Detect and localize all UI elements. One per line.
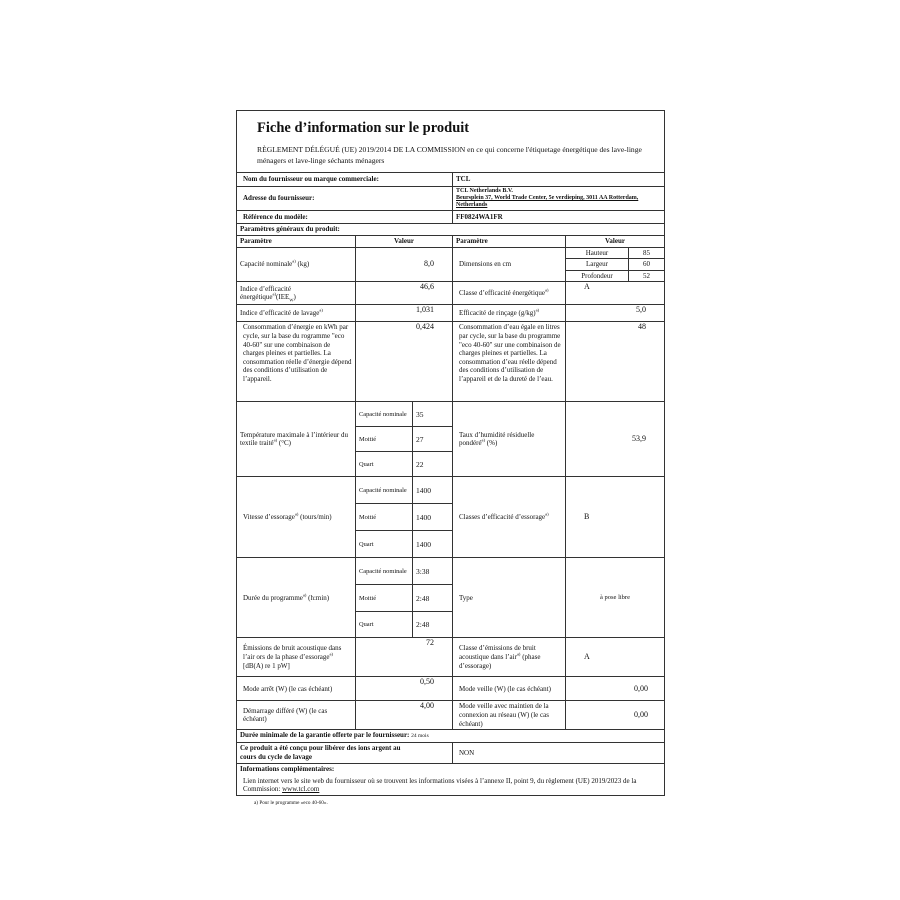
duration-label: Durée du programme$^{a)}$ (h:min) xyxy=(237,558,356,638)
product-information-sheet xyxy=(236,110,664,807)
height-label: Hauteur xyxy=(566,247,629,259)
energy-consumption-label: Consommation d’énergie en kWh par cycle, sur la base du rogramme "eco 40-60" sur une combinaison de charges pleines et partielles. La consommation réelle d’énergie dépend des conditions d’utilisation de l’appareil. xyxy=(237,322,356,402)
additional-info: Informations complémentaires: Lien internet vers le site web du fournisseur où se trouvent les informations visées à l’annexe II, point 9, du règlement (UE) 2019/2023 de la Commission: www.tcl.com xyxy=(237,763,665,795)
water-consumption-label: Consommation d’eau égale en litres par cycle, sur la base du programme "eco 40-60" sur une combinaison de charges pleines et partielles. La consommation d’eau réelle dépend des conditions d’utilisation de l’appareil et de la dureté de l’eau. xyxy=(453,322,566,402)
duration-sub-value: 2:48 xyxy=(413,585,453,612)
width-label: Largeur xyxy=(566,259,629,271)
silver-ions-value: NON xyxy=(453,742,665,763)
temp-sub-label: Moitié xyxy=(356,427,413,452)
energy-class-label: Classe d’efficacité énergétique$^{a)}$ xyxy=(453,282,566,305)
regulation-subtitle: RÈGLEMENT DÉLÉGUÉ (UE) 2019/2014 DE LA COMMISSION en ce qui concerne l'étiquetage énergétique des lave-linge ménagers et lave-linge séchants ménagers xyxy=(257,145,642,165)
depth-value: 52 xyxy=(629,270,665,282)
spin-sub-label: Moitié xyxy=(356,504,413,531)
spin-sub-label: Quart xyxy=(356,531,413,558)
noise-label: Émissions de bruit acoustique dans l’air ors de la phase d’essorage$^{a)}$ [dB(A) re 1 pW] xyxy=(237,638,356,677)
warranty-row: Durée minimale de la garantie offerte par le fournisseur: 24 mois xyxy=(237,730,665,743)
noise-class-label: Classe d’émissions de bruit acoustique dans l’air$^{a)}$ (phase d’essorage) xyxy=(453,638,566,677)
networked-standby-label: Mode veille avec maintien de la connexion au réseau (W) (le cas échéant) xyxy=(453,701,566,730)
supplier-name-label: Nom du fournisseur ou marque commerciale: xyxy=(237,173,453,187)
temp-sub-label: Quart xyxy=(356,452,413,477)
spin-speed-label: Vitesse d’essorage$^{a)}$ (tours/min) xyxy=(237,477,356,558)
networked-standby-value: 0,00 xyxy=(566,701,665,730)
delay-start-value: 4,00 xyxy=(356,701,453,730)
duration-sub-label: Moitié xyxy=(356,585,413,612)
eei-value: 46,6 xyxy=(356,282,453,305)
temp-sub-value: 35 xyxy=(413,402,453,427)
type-value: à pose libre xyxy=(566,558,665,638)
noise-class-value: A xyxy=(566,638,665,677)
width-value: 60 xyxy=(629,259,665,271)
duration-sub-value: 3:38 xyxy=(413,558,453,585)
height-value: 85 xyxy=(629,247,665,259)
model-label: Référence du modèle: xyxy=(237,211,453,224)
temp-sub-value: 22 xyxy=(413,452,453,477)
header-value: Valeur xyxy=(356,236,453,248)
sheet-table xyxy=(236,110,665,796)
energy-class-value: A xyxy=(566,282,665,305)
water-consumption-value: 48 xyxy=(566,322,665,402)
supplier-website-link[interactable]: www.tcl.com xyxy=(282,785,320,794)
spin-class-label: Classes d’efficacité d’essorage$^{a)}$ xyxy=(453,477,566,558)
header-param-2: Paramètre xyxy=(453,236,566,248)
duration-sub-label: Quart xyxy=(356,612,413,638)
temperature-label: Température maximale à l’intérieur du textile traité$^{a)}$ (°C) xyxy=(237,402,356,477)
silver-ions-label: Ce produit a été conçu pour libérer des ions argent au cours du cycle de lavage xyxy=(237,742,453,763)
capacity-label: Capacité nominale$^{a)}$ (kg) xyxy=(237,247,356,282)
supplier-address-label: Adresse du fournisseur: xyxy=(237,187,453,211)
eei-label: Indice d’efficacité $énergétique^{a)}(IEE_W)$ xyxy=(237,282,356,305)
supplier-address-line1: TCL Netherlands B.V. xyxy=(456,188,513,194)
spin-class-value: B xyxy=(566,477,665,558)
spin-sub-label: Capacité nominale xyxy=(356,477,413,504)
general-parameters-label: Paramètres généraux du produit: xyxy=(237,224,665,236)
delay-start-label: Démarrage différé (W) (le cas échéant) xyxy=(237,701,356,730)
supplier-name: TCL xyxy=(453,173,665,187)
title-block xyxy=(237,111,665,173)
standby-label: Mode veille (W) (le cas échéant) xyxy=(453,677,566,701)
noise-value: 72 xyxy=(356,638,453,677)
rinse-value: 5,0 xyxy=(566,305,665,322)
footnote: a) Pour le programme «eco 40-60». xyxy=(254,799,328,806)
energy-consumption-value: 0,424 xyxy=(356,322,453,402)
type-label: Type xyxy=(453,558,566,638)
header-value-2: Valeur xyxy=(566,236,665,248)
spin-sub-value: 1400 xyxy=(413,531,453,558)
capacity-value: 8,0 xyxy=(356,247,453,282)
off-mode-label: Mode arrêt (W) (le cas échéant) xyxy=(237,677,356,701)
temp-sub-label: Capacité nominale xyxy=(356,402,413,427)
moisture-label: Taux d’humidité résiduelle pondéré$^{a)}$ (%) xyxy=(453,402,566,477)
spin-sub-value: 1400 xyxy=(413,477,453,504)
model-reference: FF0824WA1FR xyxy=(453,211,665,224)
temp-sub-value: 27 xyxy=(413,427,453,452)
spin-sub-value: 1400 xyxy=(413,504,453,531)
wash-index-value: 1,031 xyxy=(356,305,453,322)
off-mode-value: 0,50 xyxy=(356,677,453,701)
depth-label: Profondeur xyxy=(566,270,629,282)
standby-value: 0,00 xyxy=(566,677,665,701)
duration-sub-value: 2:48 xyxy=(413,612,453,638)
page-title: Fiche d’information sur le produit xyxy=(257,120,470,136)
wash-index-label: Indice d’efficacité de lavage$^{a)}$ xyxy=(237,305,356,322)
header-param: Paramètre xyxy=(237,236,356,248)
duration-sub-label: Capacité nominale xyxy=(356,558,413,585)
moisture-value: 53,9 xyxy=(566,402,665,477)
rinse-label: Efficacité de rinçage $(g/kg)^{a)}$ xyxy=(453,305,566,322)
dimensions-label: Dimensions en cm xyxy=(453,247,566,282)
supplier-address-line2: Beursplein 37, World Trade Center, 5e verdieping, 3011 AA Rotterdam, Netherlands xyxy=(456,195,639,208)
